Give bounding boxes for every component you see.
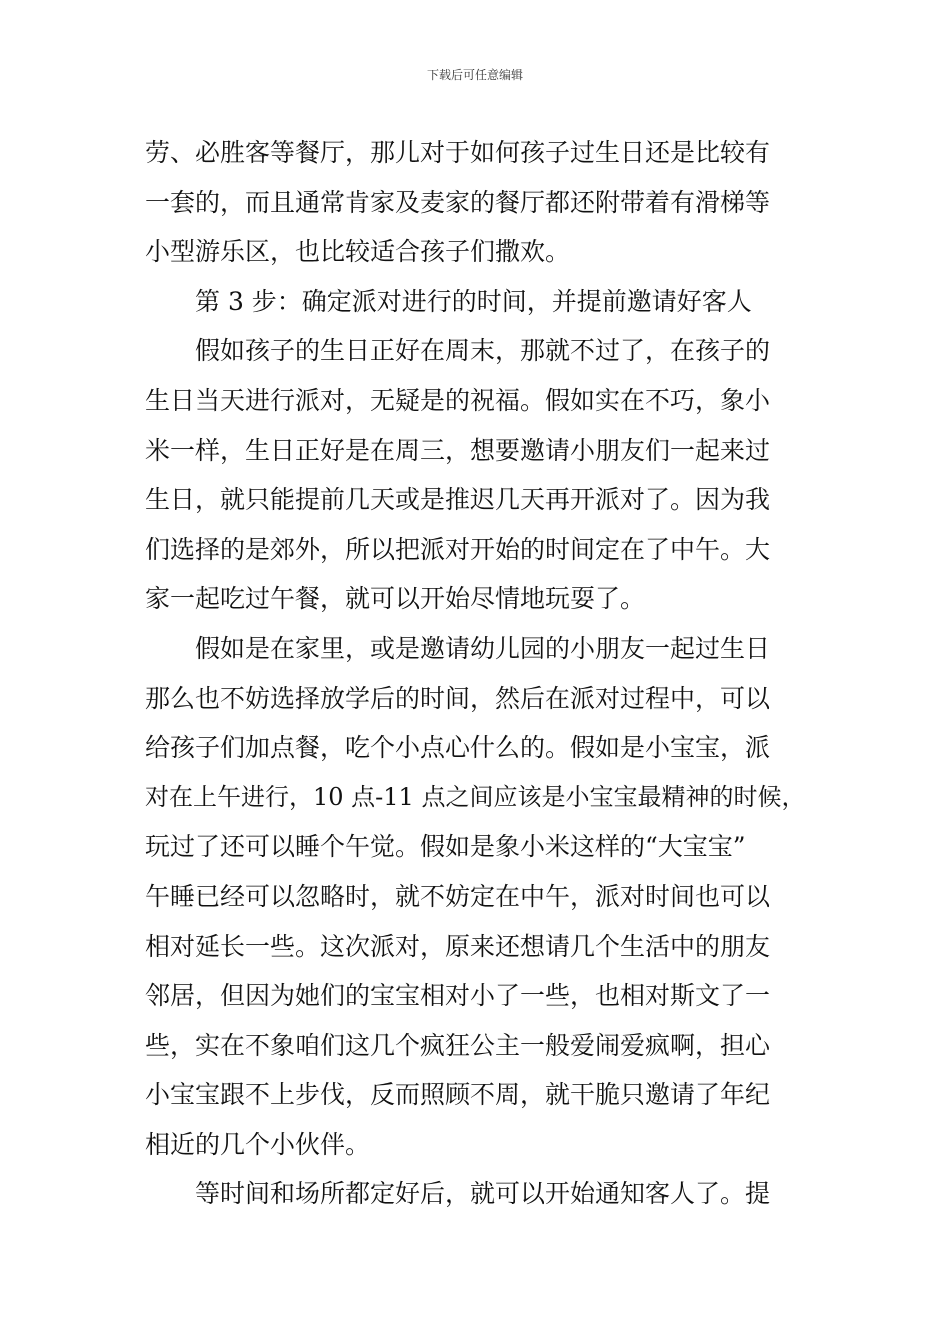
text-line: 相近的几个小伙伴。: [145, 1129, 371, 1159]
text-line: 那么也不妨选择放学后的时间，然后在派对过程中，可以: [145, 683, 771, 713]
body-text: [145, 128, 810, 1219]
text-line: 些，实在不象咱们这几个疯狂公主一般爱闹爱疯啊，担心: [145, 1030, 771, 1060]
text-line: 给孩子们加点餐，吃个小点心什么的。假如是小宝宝，派: [145, 733, 771, 763]
page-header: 下载后可任意编辑: [426, 68, 523, 82]
text-line: 玩过了还可以睡个午觉。假如是象小米这样的“大宝宝”: [145, 832, 746, 862]
paragraph-start: 假如是在家里，或是邀请幼儿园的小朋友一起过生日: [195, 633, 771, 663]
paragraph-start: 假如孩子的生日正好在周末，那就不过了，在孩子的: [195, 336, 771, 366]
text-line: 一套的，而且通常肯家及麦家的餐厅都还附带着有滑梯等: [145, 187, 771, 217]
text-line: 相对延长一些。这次派对，原来还想请几个生活中的朋友: [145, 931, 771, 961]
text-line: 对在上午进行，10 点-11 点之间应该是小宝宝最精神的时候，: [145, 782, 806, 811]
text-line: 劳、必胜客等餐厅，那儿对于如何孩子过生日还是比较有: [145, 138, 771, 167]
text-line: 们选择的是郊外，所以把派对开始的时间定在了中午。大: [145, 534, 771, 564]
text-line: 小宝宝跟不上步伐，反而照顾不周，就干脆只邀请了年纪: [145, 1080, 771, 1110]
text-line: 米一样，生日正好是在周三，想要邀请小朋友们一起来过: [145, 435, 771, 465]
text-line: 家一起吃过午餐，就可以开始尽情地玩耍了。: [145, 584, 646, 614]
text-line: 邻居，但因为她们的宝宝相对小了一些，也相对斯文了一: [145, 981, 771, 1011]
text-line: 午睡已经可以忽略时，就不妨定在中午，派对时间也可以: [145, 881, 771, 911]
text-line: 生日，就只能提前几天或是推迟几天再开派对了。因为我: [145, 485, 771, 515]
paragraph-start: 等时间和场所都定好后，就可以开始通知客人了。提: [195, 1179, 771, 1209]
text-line: 生日当天进行派对，无疑是的祝福。假如实在不巧，象小: [145, 385, 771, 415]
text-line: 小型游乐区，也比较适合孩子们撒欢。: [145, 237, 571, 267]
step-heading: 第 3 步：确定派对进行的时间，并提前邀请好客人: [195, 286, 752, 316]
